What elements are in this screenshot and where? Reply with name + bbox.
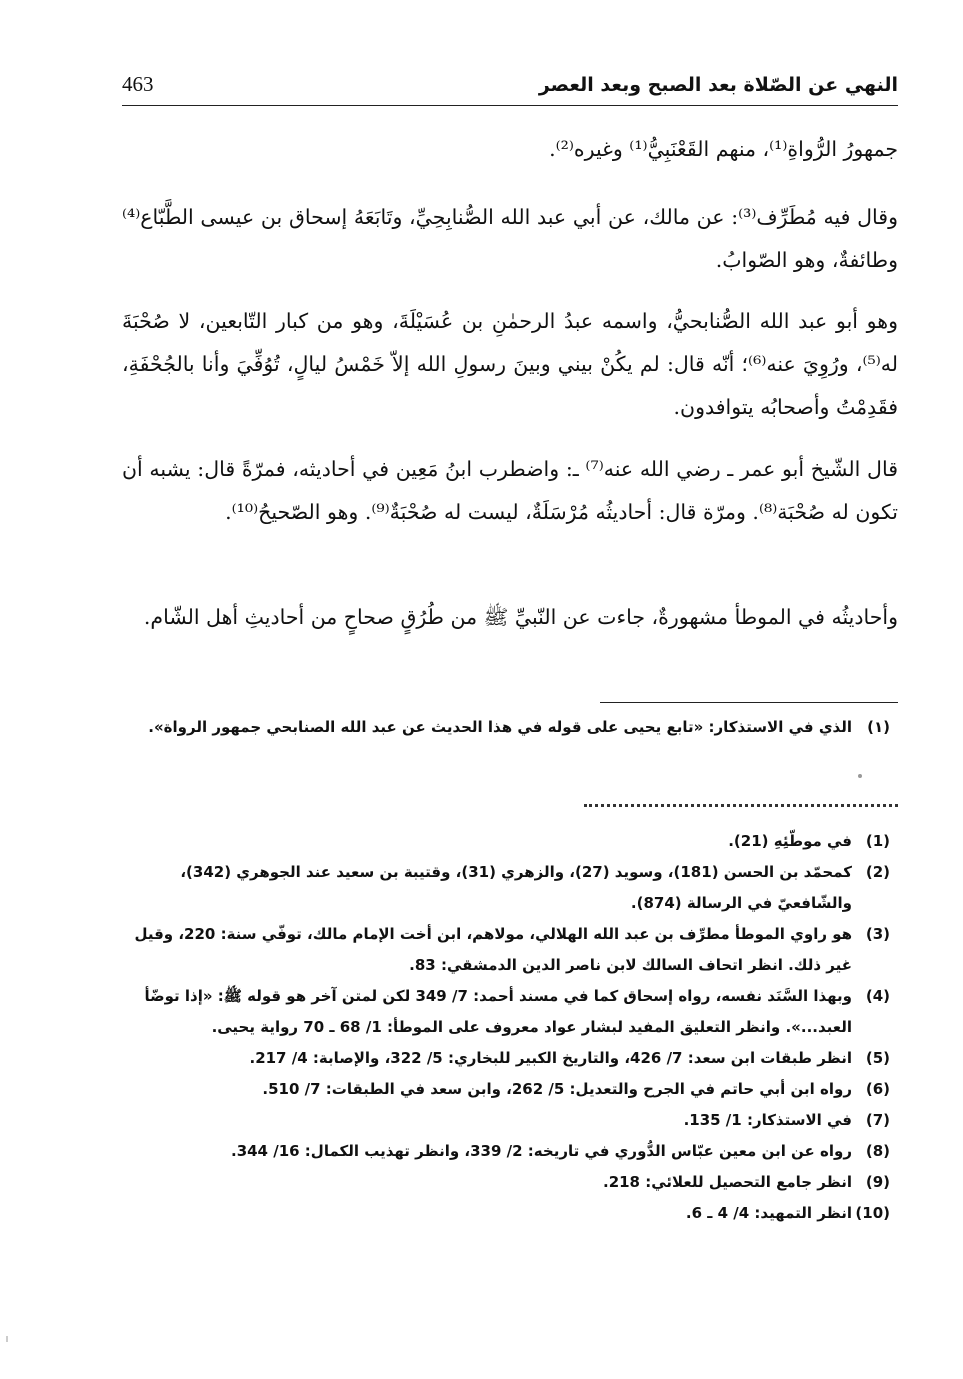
header-rule [122, 105, 898, 106]
body-paragraph-2: وقال فيه مُطَرِّف⁽³⁾: عن مالك، عن أبي عبد الله الصُّنابِحِيِّ، وتَابَعَهُ إسحاق بن عيسى الطَّبّاع⁽⁴⁾ وطائفةٌ، وهو الصّوابُ. [122, 205, 898, 272]
footnote-item [122, 857, 898, 919]
footnote-number: (5) [865, 1049, 890, 1067]
footnotes-list [122, 826, 898, 1229]
footnote-number: (7) [865, 1111, 890, 1129]
footnote-text: رواه عن ابن معين عبّاس الدُّوري في تاريخه: 2/ 339، وانظر تهذيب الكمال: 16/ 344. [230, 1142, 852, 1160]
dotted-separator [584, 796, 898, 807]
footnote-number: (1) [865, 832, 890, 850]
footnote-number: (8) [865, 1142, 890, 1160]
footnote-text: كمحمّد بن الحسن (181)، وسويد (27)، والزهري (31)، وقتيبة بن سعيد عند الجوهري (342)، والشّافعيّ في الرسالة (874). [180, 863, 852, 912]
footnote-number: (10) [855, 1204, 890, 1222]
footnote-item [122, 1198, 898, 1229]
body-paragraph-5: وأحاديثُه في الموطأ مشهورةٌ، جاءت عن النّبيِّ ﷺ من طُرُقٍ صحاحٍ من أحاديثِ أهل الشّام. [143, 605, 898, 629]
footnote-text: هو راوي الموطأ مطرِّف بن عبد الله الهلالي، مولاهم، ابن أخت الإمام مالك، توفّي سنة: 220، وقيل غير ذلك. انظر اتحاف السالك لابن ناصر الدين الدمشقي: 83. [134, 925, 852, 974]
footnote-text: انظر جامع التحصيل للعلائي: 218. [602, 1173, 852, 1191]
footnote-number: (4) [865, 987, 890, 1005]
page-header [122, 72, 898, 106]
footnote-number: (9) [865, 1173, 890, 1191]
margin-mark [6, 1336, 8, 1342]
body-paragraph-1: جمهورُ الرُّواةِ⁽¹⁾، منهم القَعْنَبِيُّ⁽¹⁾ وغيره⁽²⁾. [549, 137, 898, 161]
scan-speck [858, 774, 862, 778]
footnote-item [122, 1074, 898, 1105]
footnote-text: في موطّئِهِ (21). [728, 832, 852, 850]
footnote-number: (2) [865, 863, 890, 881]
footnote-text: رواه ابن أبي حاتم في الجرح والتعديل: 5/ 262، وابن سعد في الطبقات: 7/ 510. [262, 1080, 852, 1098]
footnote-item [122, 1167, 898, 1198]
footnote-item [122, 1043, 898, 1074]
body-paragraph-4: قال الشّيخ أبو عمر ـ رضي الله عنه⁽⁷⁾ ـ: واضطرب ابنُ مَعِين في أحاديثه، فمرّةً قال: يشبه أن تكون له صُحْبَة⁽⁸⁾. ومرّة قال: أحاديثُه مُرْسَلَةٌ، ليست له صُحْبَةٌ⁽⁹⁾. وهو الصّحيحُ⁽¹⁰⁾. [122, 457, 898, 524]
footnote-item [122, 1136, 898, 1167]
footnote-number: (6) [865, 1080, 890, 1098]
footnote-item [122, 826, 898, 857]
footnote-text: وبهذا السَّنَد نفسه، رواه إسحاق كما في مسند أحمد: 7/ 349 لكن لمتن آخر هو قوله ﷺ: «إذا توضّأ العبد...». وانظر التعليق المفيد لبشار عواد معروف على الموطأ: 1/ 68 ـ 70 رواية يحيى. [144, 987, 852, 1036]
page-number: 463 [122, 72, 154, 96]
footnote-item [122, 919, 898, 981]
footnote-text: انظر طبقات ابن سعد: 7/ 426، والتاريخ الكبير للبخاري: 5/ 322، والإصابة: 4/ 217. [249, 1049, 852, 1067]
footnote-item [122, 1105, 898, 1136]
editor-footnote [122, 714, 898, 740]
footnote-rule [600, 702, 898, 703]
body-paragraph-3: وهو أبو عبد الله الصُّنابحيُّ، واسمه عبدُ الرحمٰنِ بن عُسَيْلَةَ، وهو من كبار التّابعين، لا صُحْبَةَ له⁽⁵⁾، ورُوِيَ عنه⁽⁶⁾؛ أنّه قال: لم يكُنْ بيني وبينَ رسولِ الله إلاّ خَمْسُ ليالٍ، تُوُفِّيَ وأنا بالجُحْفَةِ، فقَدِمْتُ وأصحابُه يتوافدون. [122, 309, 898, 419]
footnote-item [122, 981, 898, 1043]
running-title: النهي عن الصّلاة بعد الصبح وبعد العصر [538, 74, 898, 96]
footnote-text: الذي في الاستذكار: «تابع يحيى على قوله في هذا الحديث عن عبد الله الصنابحي جمهور الرواة». [148, 718, 852, 736]
footnote-text: في الاستذكار: 1/ 135. [683, 1111, 852, 1129]
footnote-number: (١) [867, 718, 890, 736]
footnote-number: (3) [865, 925, 890, 943]
footnote-text: انظر التمهيد: 4/ 4 ـ 6. [685, 1204, 852, 1222]
